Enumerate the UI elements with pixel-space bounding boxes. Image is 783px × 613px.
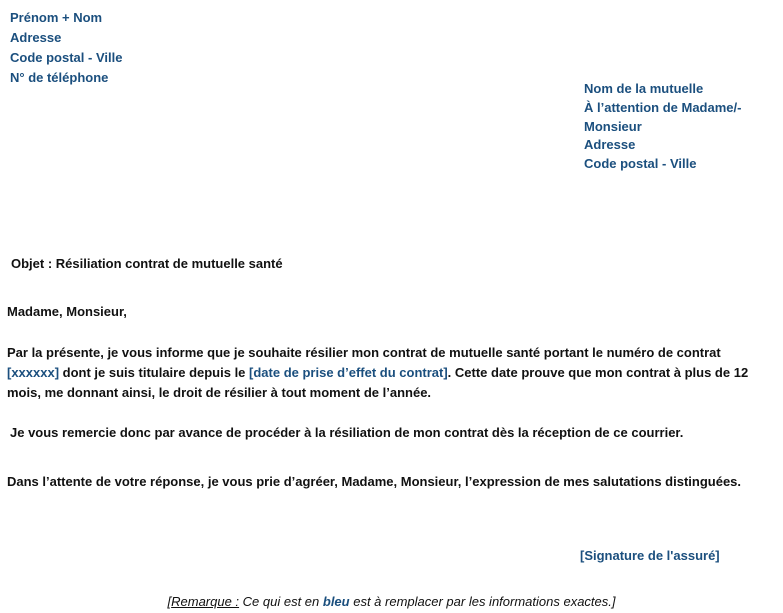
sender-city: Code postal - Ville	[10, 50, 123, 65]
sender-name: Prénom + Nom	[10, 10, 103, 25]
remark-note	[0, 594, 783, 609]
sender-phone: N° de téléphone	[10, 70, 109, 85]
letter-paragraph-3: Dans l’attente de votre réponse, je vous prie d’agréer, Madame, Monsieur, l’expression de mes salutations distinguées.	[7, 474, 742, 489]
remark-bracket-open: [	[167, 594, 172, 609]
sender-block	[10, 8, 122, 88]
remark-label: Remarque :	[171, 594, 240, 609]
signature-placeholder: [Signature de l'assuré]	[580, 548, 720, 563]
recipient-company: Nom de la mutuelle	[584, 81, 704, 96]
letter-salutation: Madame, Monsieur,	[7, 304, 127, 319]
paragraph-1-text-b: . Cette date prouve que mon contrat à plus de 12	[447, 365, 749, 380]
recipient-block	[584, 80, 741, 174]
start-date-placeholder: [date de prise d’effet du contrat]	[249, 365, 448, 380]
contract-number-placeholder: [xxxxxx]	[7, 365, 60, 380]
paragraph-1-line-1: Par la présente, je vous informe que je souhaite résilier mon contrat de mutuelle santé portant le numéro de contrat	[7, 345, 721, 360]
letter-paragraph-1	[7, 343, 775, 403]
recipient-attention-line2: Monsieur	[584, 118, 642, 134]
recipient-address: Adresse	[584, 137, 636, 153]
letter-subject: Objet : Résiliation contrat de mutuelle santé	[11, 256, 283, 271]
paragraph-1-text-a: dont je suis titulaire depuis le	[59, 365, 250, 380]
recipient-attention-line1: À l’attention de Madame/-	[584, 99, 742, 115]
paragraph-1-line-2	[7, 363, 775, 383]
paragraph-1-line-3: mois, me donnant ainsi, le droit de résilier à tout moment de l’année.	[7, 385, 432, 400]
recipient-city: Code postal - Ville	[584, 156, 697, 172]
sender-address: Adresse	[10, 30, 62, 45]
remark-highlight: bleu	[322, 594, 350, 609]
remark-text-b: est à remplacer par les informations exactes.]	[349, 594, 616, 609]
letter-paragraph-2: Je vous remercie donc par avance de procéder à la résiliation de mon contrat dès la réception de ce courrier.	[10, 425, 684, 440]
remark-text-a: Ce qui est en	[239, 594, 323, 609]
